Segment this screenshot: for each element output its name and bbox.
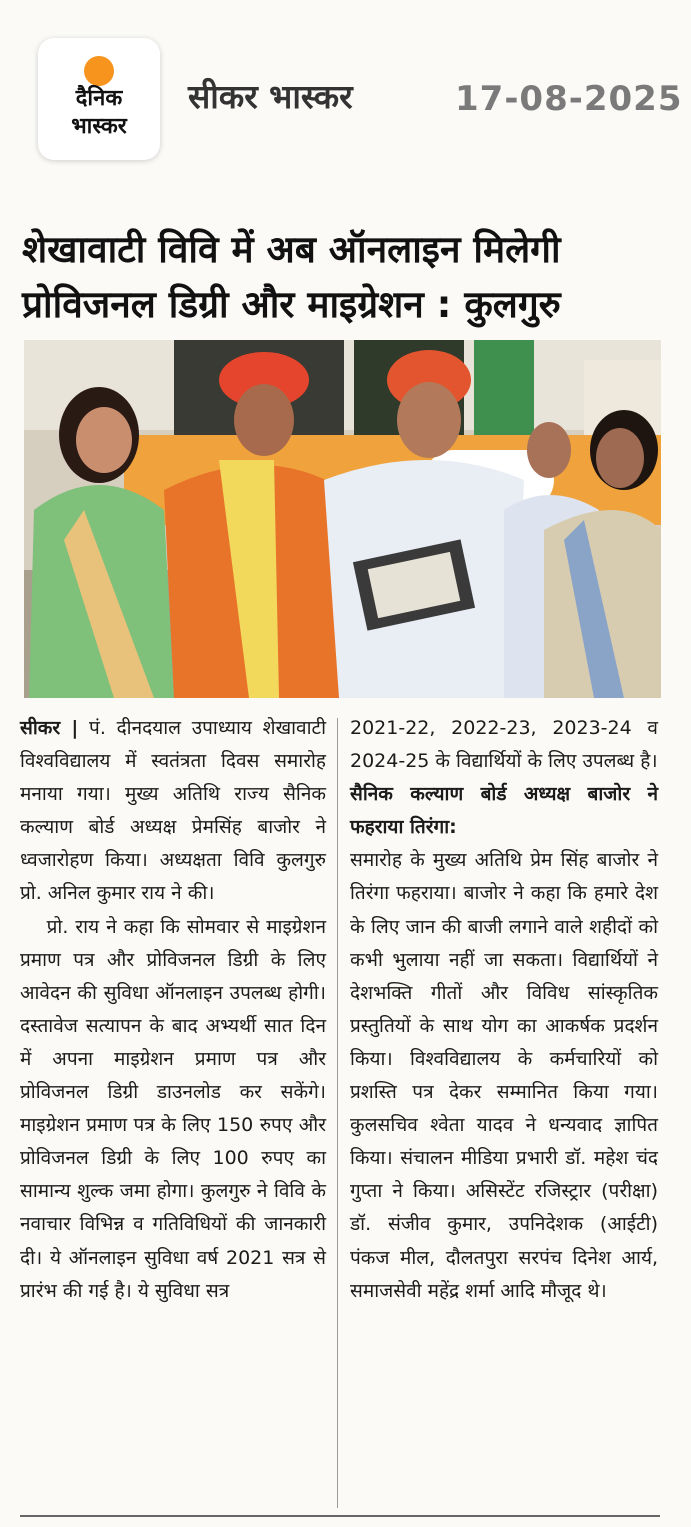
- logo-text-line2: भास्कर: [71, 114, 127, 139]
- paragraph-3: 2021-22, 2022-23, 2023-24 व 2024-25 के विद्यार्थियों के लिए उपलब्ध है।: [350, 717, 658, 773]
- subheading: सैनिक कल्याण बोर्ड अध्यक्ष बाजोर ने फहराया तिरंगा:: [350, 783, 658, 839]
- article-column-right: [350, 712, 658, 1308]
- newspaper-logo: [38, 38, 160, 160]
- sun-icon: [84, 56, 114, 86]
- dateline: सीकर |: [20, 717, 79, 739]
- headline-line-2: प्रोविजनल डिग्री और माइग्रेशन : कुलगुरु: [22, 283, 561, 326]
- bottom-rule: [20, 1515, 660, 1517]
- article-column-left: [20, 712, 326, 1308]
- paragraph-4: समारोह के मुख्य अतिथि प्रेम सिंह बाजोर ने तिरंगा फहराया। बाजोर ने कहा कि हमारे देश के लिए जान की बाजी लगाने वाले शहीदों को कभी भुलाया नहीं जा सकता। विद्यार्थियों ने देशभक्ति गीतों और विविध सांस्कृतिक प्रस्तुतियों के साथ योग का आकर्षक प्रदर्शन किया। विश्वविद्यालय के कर्मचारियों को प्रशस्ति पत्र देकर सम्मानित किया गया। कुलसचिव श्वेता यादव ने धन्यवाद ज्ञापित किया। संचालन मीडिया प्रभारी डॉ. महेश चंद गुप्ता ने किया। असिस्टेंट रजिस्ट्रार (परीक्षा) डॉ. संजीव कुमार, उपनिदेशक (आईटी) पंकज मील, दौलतपुरा सरपंच दिनेश आर्य, समाजसेवी महेंद्र शर्मा आदि मौजूद थे।: [350, 849, 658, 1302]
- headline: [22, 222, 662, 332]
- ceremony-photo-illustration: [24, 340, 661, 698]
- publication-date: 17-08-2025: [455, 79, 683, 119]
- paragraph-1: पं. दीनदयाल उपाध्याय शेखावाटी विश्वविद्यालय में स्वतंत्रता दिवस समारोह मनाया गया। मुख्य अतिथि राज्य सैनिक कल्याण बोर्ड अध्यक्ष प्रेमसिंह बाजोर ने ध्वजारोहण किया। अध्यक्षता विवि कुलगुरु प्रो. अनिल कुमार राय ने की।: [20, 717, 327, 905]
- paragraph-2: प्रो. राय ने कहा कि सोमवार से माइग्रेशन प्रमाण पत्र और प्रोविजनल डिग्री के लिए आवेदन की सुविधा ऑनलाइन उपलब्ध होगी। दस्तावेज सत्यापन के बाद अभ्यर्थी सात दिन में अपना माइग्रेशन प्रमाण पत्र और प्रोविजनल डिग्री डाउनलोड कर सकेंगे। माइग्रेशन प्रमाण पत्र के लिए 150 रुपए और प्रोविजनल डिग्री के लिए 100 रुपए का सामान्य शुल्क जमा होगा। कुलगुरु ने विवि के नवाचार विभिन्न व गतिविधियों की जानकारी दी। ये ऑनलाइन सुविधा वर्ष 2021 सत्र से प्रारंभ की गई है। ये सुविधा सत्र: [20, 915, 326, 1302]
- edition-name: सीकर भास्कर: [188, 77, 353, 116]
- logo-text-line1: दैनिक: [75, 86, 123, 111]
- headline-line-1: शेखावाटी विवि में अब ऑनलाइन मिलेगी: [22, 228, 561, 271]
- news-photo: [24, 340, 661, 698]
- column-divider: [337, 718, 338, 1508]
